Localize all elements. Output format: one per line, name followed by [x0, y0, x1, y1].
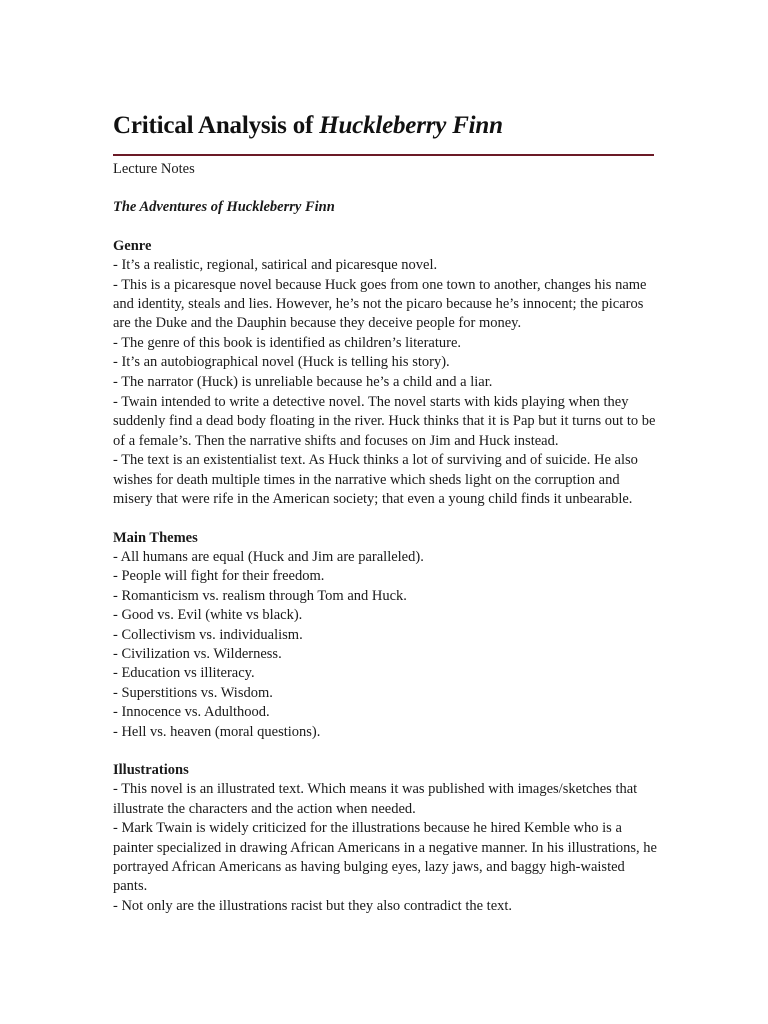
illustrations-item: - Mark Twain is widely criticized for the illustrations because he hired Kemble who is a painter specialized in drawing African Americans in a negative manner. In his illustrations, he portrayed African Americans as having bulging eyes, lazy jaws, and baggy high-waisted pants. [113, 820, 657, 895]
theme-item: - Collectivism vs. individualism. [113, 626, 303, 643]
theme-item: - All humans are equal (Huck and Jim are paralleled). [113, 548, 424, 565]
theme-item: - Civilization vs. Wilderness. [113, 645, 282, 662]
genre-item: - This is a picaresque novel because Huck goes from one town to another, changes his name and identity, steals and lies. However, he’s not the picaro because he’s innocent; the picaros are the Duke and the Dauphin because they deceive people for money. [113, 276, 647, 332]
document-page [113, 110, 658, 916]
illustrations-item: - Not only are the illustrations racist but they also contradict the text. [113, 897, 513, 914]
section-illustrations [113, 761, 658, 916]
section-genre [113, 237, 658, 510]
theme-item: - Innocence vs. Adulthood. [113, 704, 270, 721]
title-divider [113, 154, 654, 156]
title-italic: Huckleberry Finn [319, 112, 503, 139]
document-subtitle: Lecture Notes [113, 161, 195, 177]
theme-item: - Romanticism vs. realism through Tom and Huck. [113, 587, 407, 604]
illustrations-item: - This novel is an illustrated text. Which means it was published with images/sketches that illustrate the characters and the action when needed. [113, 781, 638, 817]
section-heading-main-themes: Main Themes [113, 529, 198, 546]
section-main-themes [113, 529, 658, 742]
document-title [113, 110, 658, 142]
title-prefix: Critical Analysis of [113, 112, 320, 139]
genre-item: - It’s a realistic, regional, satirical and picaresque novel. [113, 257, 438, 274]
theme-item: - Superstitions vs. Wisdom. [113, 684, 273, 701]
theme-item: - People will fight for their freedom. [113, 568, 325, 585]
theme-item: - Good vs. Evil (white vs black). [113, 607, 303, 624]
theme-item: - Education vs illiteracy. [113, 665, 255, 682]
theme-item: - Hell vs. heaven (moral questions). [113, 723, 321, 740]
genre-item: - The genre of this book is identified as children’s literature. [113, 334, 462, 351]
genre-item: - The narrator (Huck) is unreliable because he’s a child and a liar. [113, 373, 493, 390]
section-heading-genre: Genre [113, 237, 152, 254]
book-title: The Adventures of Huckleberry Finn [113, 199, 335, 216]
genre-item: - The text is an existentialist text. As Huck thinks a lot of surviving and of suicide. He also wishes for death multiple times in the narrative which sheds light on the corruption and misery that were rife in the American society; that even a young child finds it unbearable. [113, 452, 638, 508]
section-heading-illustrations: Illustrations [113, 761, 189, 778]
genre-item: - It’s an autobiographical novel (Huck is telling his story). [113, 354, 450, 371]
genre-item: - Twain intended to write a detective novel. The novel starts with kids playing when they suddenly find a dead body floating in the river. Huck thinks that it is Pap but it turns out to be of a female’s. Then the narrative shifts and focuses on Jim and Huck instead. [113, 394, 656, 449]
